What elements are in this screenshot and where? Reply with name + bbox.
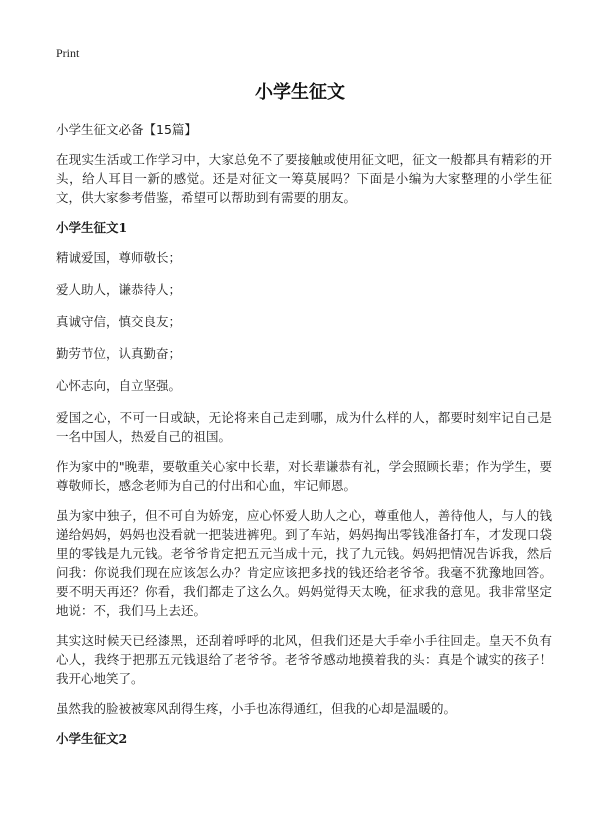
print-label: Print <box>56 46 80 60</box>
body-paragraph: 其实这时候天已经漆黑，还刮着呼呼的北风，但我们还是大手牵小手往回走。皇天不负有心人，我终于把那五元钱退给了老爷爷。老爷爷感动地摸着我的头：真是个诚实的孩子！我开心地笑了。 <box>56 633 552 686</box>
motto-line: 心怀志向，自立坚强。 <box>56 378 182 393</box>
motto-line: 勤劳节位，认真勤奋； <box>56 346 182 361</box>
document-title: 小学生征文 <box>255 82 345 103</box>
section-heading-2: 小学生征文2 <box>56 731 128 746</box>
body-paragraph: 虽然我的脸被被寒风刮得生疼，小手也冻得通红，但我的心却是温暖的。 <box>56 701 457 716</box>
body-paragraph: 作为家中的"晚辈，要敬重关心家中长辈，对长辈谦恭有礼，学会照顾长辈；作为学生，要尊敬师长，感念老师为自己的付出和心血，牢记师恩。 <box>56 459 552 493</box>
section-heading-1: 小学生征文1 <box>56 220 128 235</box>
motto-line: 真诚守信，慎交良友； <box>56 314 182 329</box>
body-paragraph: 虽为家中独子，但不可自为娇宠，应心怀爱人助人之心，尊重他人，善待他人，与人的钱递给妈妈，妈妈也没看就一把装进裤兜。到了车站，妈妈掏出零钱准备打车，才发现口袋里的零钱是九元钱。老爷爷肯定把五元当成十元，找了九元钱。妈妈把情况告诉我，然后问我：你说我们现在应该怎么办？肯定应该把多找的钱还给老爷爷。我毫不犹豫地回答。要不明天再还？你看，我们都走了这么久。妈妈觉得天太晚，征求我的意见。我非常坚定地说：不，我们马上去还。 <box>56 508 552 618</box>
intro-paragraph: 在现实生活或工作学习中，大家总免不了要接触或使用征文吧，征文一般都具有精彩的开头，给人耳目一新的感觉。还是对征文一筹莫展吗？下面是小编为大家整理的小学生征文，供大家参考借鉴，希望可以帮助到有需要的朋友。 <box>56 152 552 205</box>
motto-line: 爱人助人，谦恭待人； <box>56 282 182 297</box>
document-body <box>56 120 552 759</box>
body-paragraph: 爱国之心，不可一日或缺，无论将来自己走到哪，成为什么样的人，都要时刻牢记自己是一名中国人，热爱自己的祖国。 <box>56 410 552 444</box>
motto-line: 精诚爱国，尊师敬长； <box>56 250 182 265</box>
document-subtitle: 小学生征文必备【15篇】 <box>56 122 197 137</box>
